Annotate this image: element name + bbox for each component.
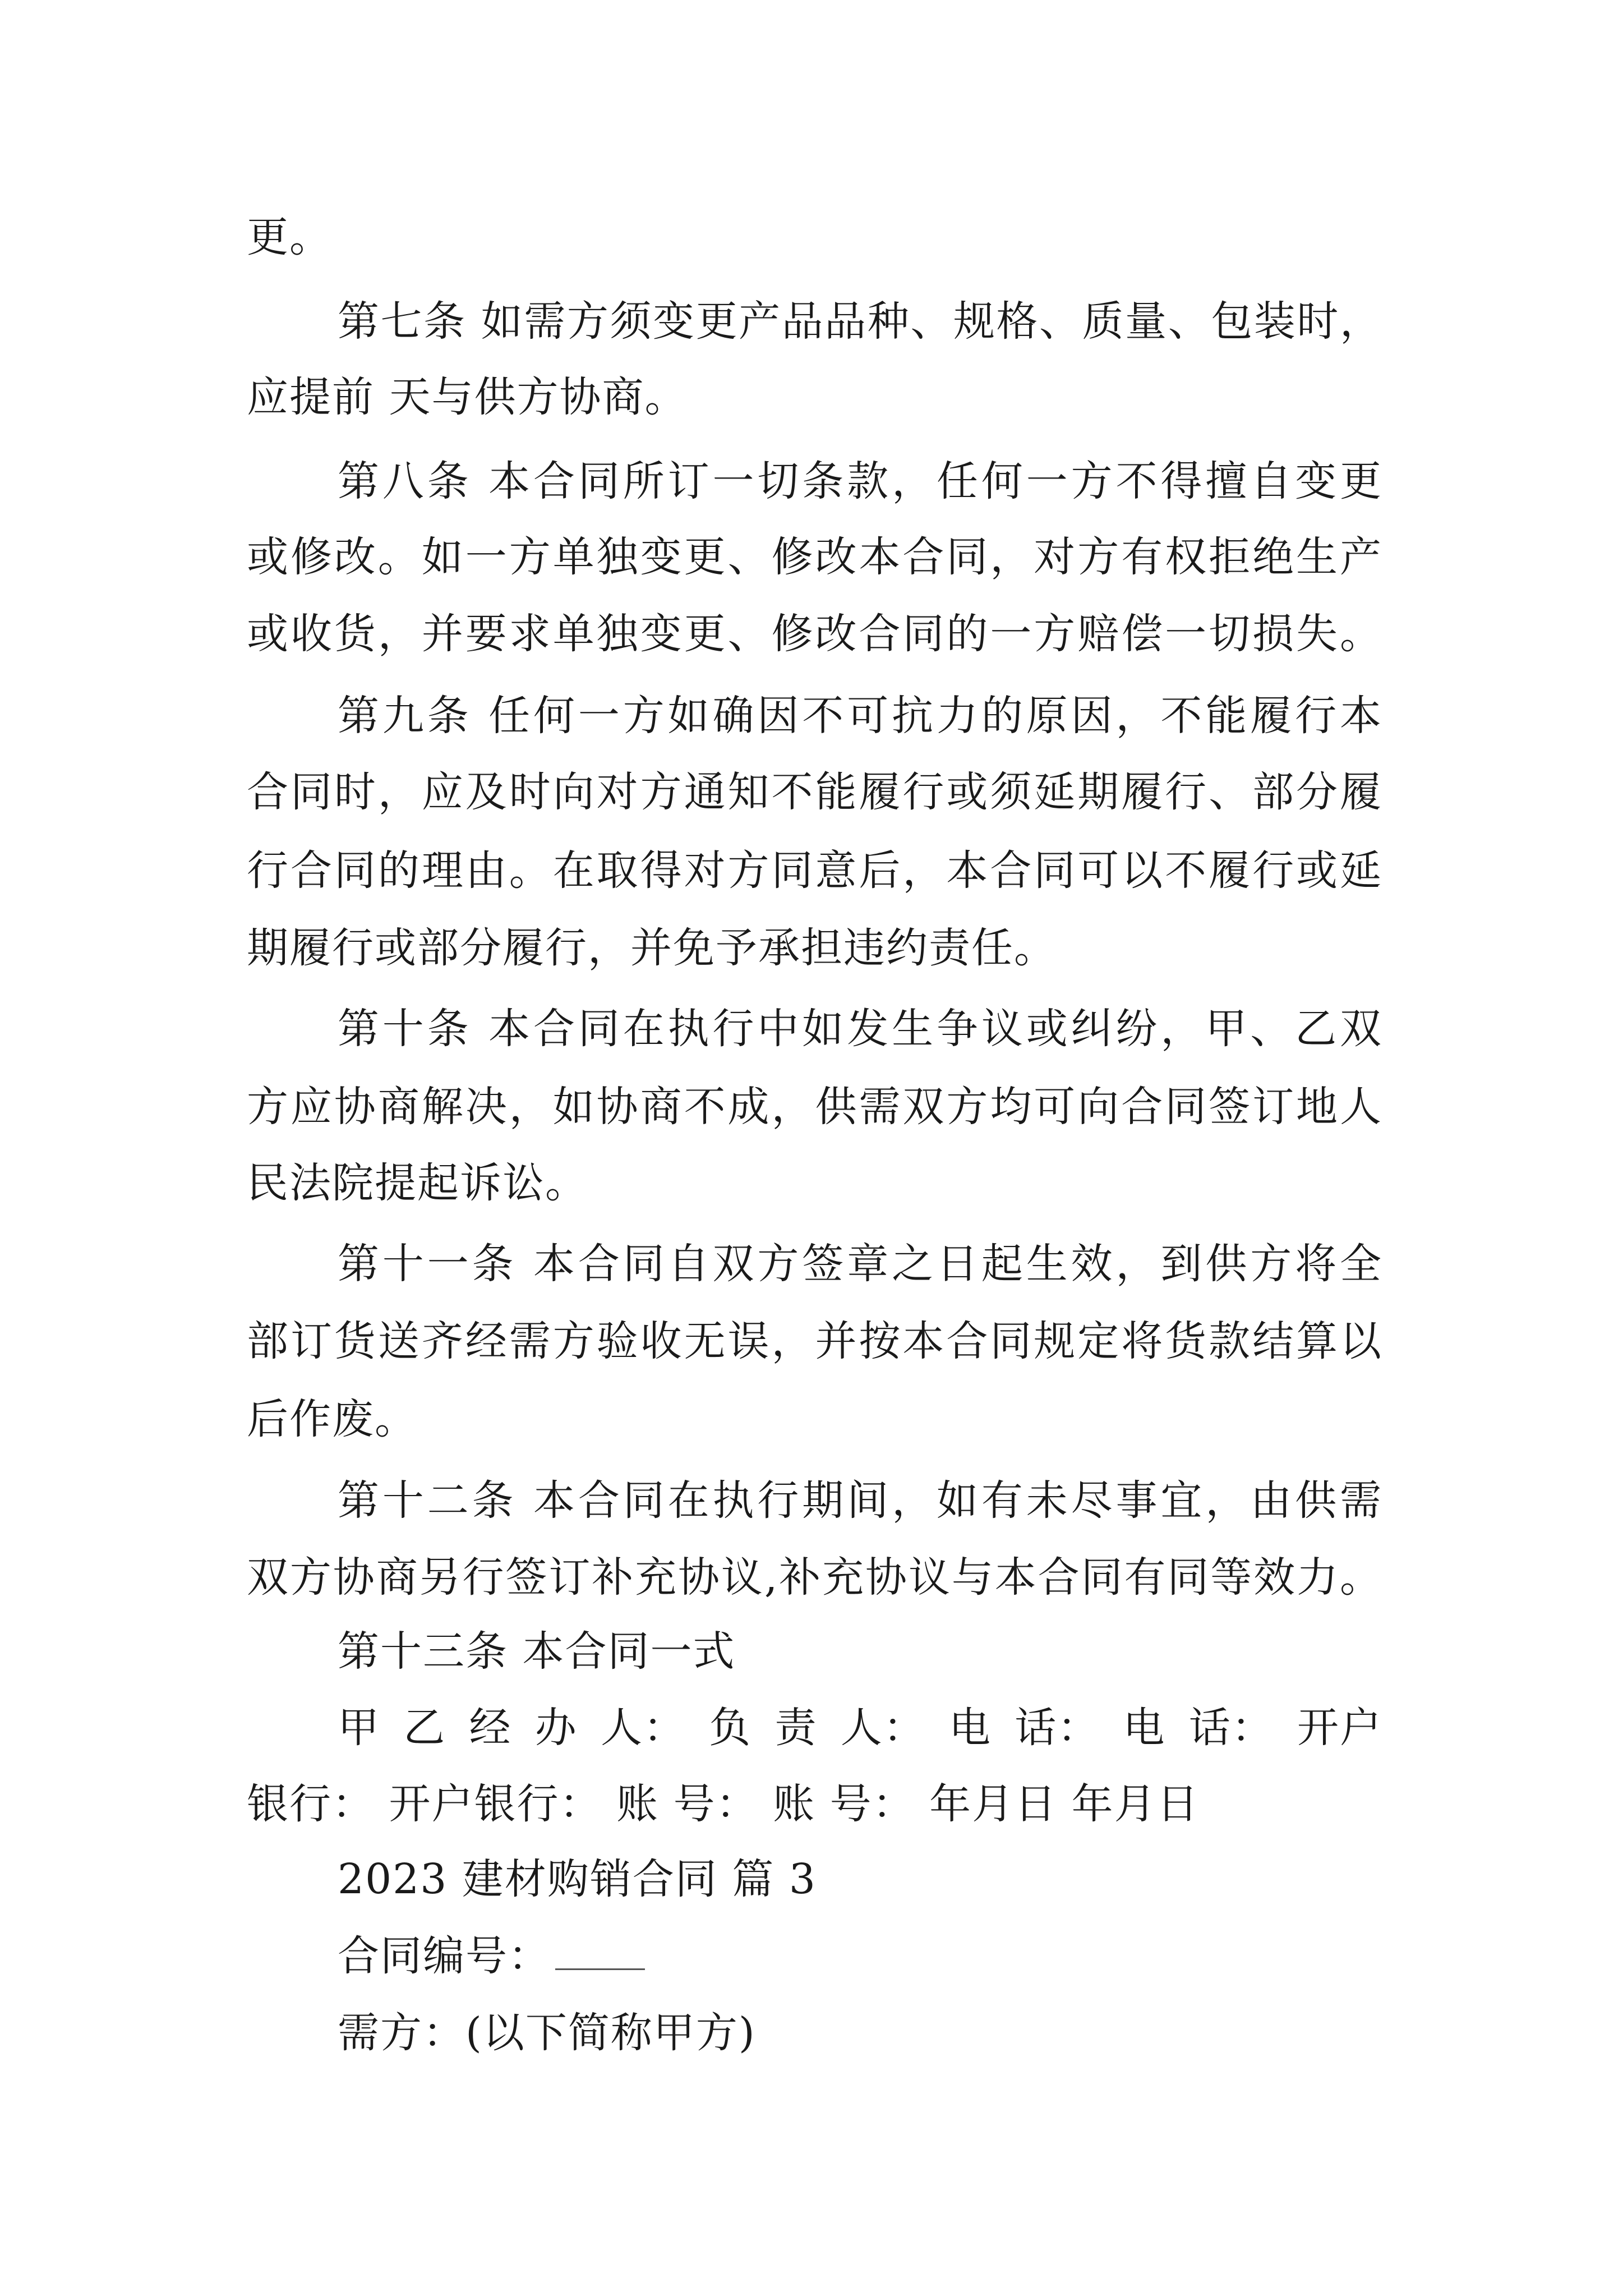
article-7-line-2: 应提前 天与供方协商。 — [247, 373, 688, 421]
article-13-line: 第十三条 本合同一式 — [338, 1627, 736, 1676]
article-8-line-2: 或修改。如一方单独变更、修改本合同，对方有权拒绝生产 — [247, 533, 1382, 581]
signature-token: 开户 — [1297, 1704, 1382, 1752]
signature-line-2: 银行： 开户银行： 账 号： 账 号： 年月日 年月日 — [247, 1780, 1200, 1828]
paragraph-line: 更。 — [247, 213, 332, 261]
buyer-line: 需方：(以下简称甲方) — [338, 2009, 756, 2057]
article-11-line-3: 后作废。 — [247, 1395, 417, 1443]
article-10-line-1: 第十条 本合同在执行中如发生争议或纠纷，甲、乙双 — [338, 1005, 1382, 1053]
article-8-line-3: 或收货，并要求单独变更、修改合同的一方赔偿一切损失。 — [247, 610, 1382, 658]
article-7-line-1: 第七条 如需方须变更产品品种、规格、质量、包装时， — [338, 297, 1382, 346]
article-12-line-1: 第十二条 本合同在执行期间，如有未尽事宜，由供需 — [338, 1476, 1382, 1525]
signature-token: 电 — [1123, 1704, 1166, 1752]
signature-line-1 — [338, 1700, 1382, 1756]
article-10-line-2: 方应协商解决，如协商不成，供需双方均可向合同签订地人 — [247, 1083, 1382, 1131]
signature-token: 办 — [534, 1704, 578, 1752]
signature-token: 经 — [469, 1704, 512, 1752]
article-10-line-3: 民法院提起诉讼。 — [247, 1159, 588, 1207]
signature-token: 话： — [1015, 1704, 1100, 1752]
article-9-line-4: 期履行或部分履行，并免予承担违约责任。 — [247, 924, 1057, 972]
article-9-line-1: 第九条 任何一方如确因不可抗力的原因，不能履行本 — [338, 692, 1382, 740]
contract-number-line — [338, 1928, 1382, 1984]
section-title: 2023 建材购销合同 篇 3 — [338, 1855, 817, 1903]
article-12-line-2: 双方协商另行签订补充协议,补充协议与本合同有同等效力。 — [247, 1553, 1382, 1602]
signature-token: 人： — [601, 1704, 686, 1752]
article-9-line-3: 行合同的理由。在取得对方同意后，本合同可以不履行或延 — [247, 846, 1382, 895]
signature-token: 电 — [949, 1704, 992, 1752]
signature-token: 乙 — [403, 1704, 446, 1752]
article-8-line-1: 第八条 本合同所订一切条款，任何一方不得擅自变更 — [338, 457, 1382, 505]
signature-token: 话： — [1188, 1704, 1274, 1752]
signature-token: 责 — [774, 1704, 818, 1752]
signature-token: 负 — [709, 1704, 752, 1752]
article-11-line-2: 部订货送齐经需方验收无误，并按本合同规定将货款结算以 — [247, 1317, 1382, 1365]
signature-token: 甲 — [338, 1704, 380, 1752]
signature-token: 人： — [840, 1704, 926, 1752]
contract-number-label: 合同编号： — [338, 1932, 551, 1980]
contract-number-blank — [555, 1966, 645, 1970]
article-9-line-2: 合同时，应及时向对方通知不能履行或须延期履行、部分履 — [247, 768, 1382, 816]
article-11-line-1: 第十一条 本合同自双方签章之日起生效，到供方将全 — [338, 1240, 1382, 1288]
